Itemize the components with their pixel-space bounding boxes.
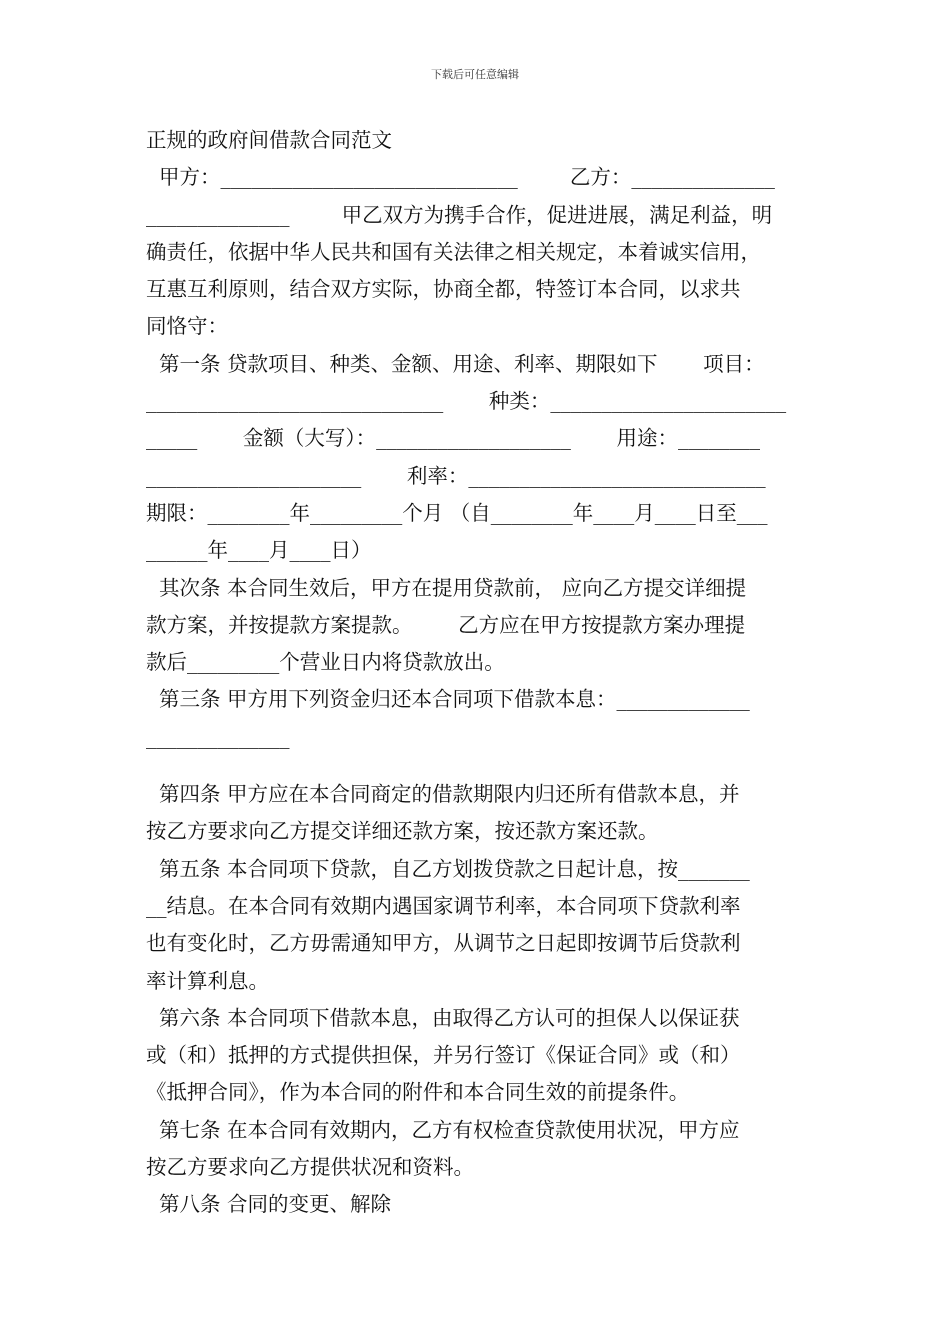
article-5-line: 也有变化时，乙方毋需通知甲方，从调节之日起即按调节后贷款利 xyxy=(146,931,741,956)
article-4-line: 按乙方要求向乙方提交详细还款方案，按还款方案还款。 xyxy=(146,819,659,844)
article-2-line: 款后_________个营业日内将贷款放出。 xyxy=(146,650,505,675)
paragraph-line: ______________ 甲乙双方为携手合作，促进进展，满足利益，明 xyxy=(146,202,773,227)
paragraph-gap xyxy=(146,756,808,776)
article-3-line: 第三条 甲方用下列资金归还本合同项下借款本息：_____________ xyxy=(146,687,750,712)
paragraph-line: 互惠互利原则，结合双方实际，协商全都，特签订本合同，以求共 xyxy=(146,277,741,302)
party-line: 甲方：_____________________________ 乙方：______________ xyxy=(146,165,775,190)
article-5-line: __结息。在本合同有效期内遇国家调节利率，本合同项下贷款利率 xyxy=(146,893,741,918)
article-6-line: 《抵押合同》，作为本合同的附件和本合同生效的前提条件。 xyxy=(146,1080,690,1105)
article-7-line: 按乙方要求向乙方提供状况和资料。 xyxy=(146,1155,474,1180)
article-2-line: 其次条 本合同生效后，甲方在提用贷款前， 应向乙方提交详细提 xyxy=(146,575,747,600)
paragraph-line: 确责任，依据中华人民共和国有关法律之相关规定，本着诚实信用， xyxy=(146,239,761,264)
article-2-line: 款方案，并按提款方案提款。 乙方应在甲方按提款方案办理提 xyxy=(146,612,746,637)
article-1-line: _____________________________ 种类：_______________________ xyxy=(146,389,787,414)
article-1-line: _____ 金额（大写）：___________________ 用途：________ xyxy=(146,426,760,451)
article-5-line: 第五条 本合同项下贷款，自乙方划拨贷款之日起计息，按_______ xyxy=(146,856,750,881)
paragraph-line: 同恪守： xyxy=(146,314,228,339)
article-1-line: ______年____月____日） xyxy=(146,538,372,563)
article-3-line: ______________ xyxy=(146,724,290,749)
contract-body xyxy=(146,122,808,1224)
article-4-line: 第四条 甲方应在本合同商定的借款期限内归还所有借款本息，并 xyxy=(146,782,740,807)
article-7-line: 第七条 在本合同有效期内，乙方有权检查贷款使用状况，甲方应 xyxy=(146,1117,740,1142)
document-title: 正规的政府间借款合同范文 xyxy=(146,128,392,152)
article-1-line: 期限：________年_________个月 （自________年____月____日至___ xyxy=(146,500,768,525)
article-6-line: 或（和）抵押的方式提供担保，并另行签订《保证合同》或（和） xyxy=(146,1043,741,1068)
article-5-line: 率计算利息。 xyxy=(146,968,269,993)
article-1-line: _____________________ 利率：_____________________________ xyxy=(146,463,766,488)
article-8-line: 第八条 合同的变更、解除 xyxy=(146,1192,392,1217)
article-1-line: 第一条 贷款项目、种类、金额、用途、利率、期限如下 项目： xyxy=(146,351,765,376)
page-header-note: 下载后可任意编辑 xyxy=(431,68,519,81)
article-6-line: 第六条 本合同项下借款本息，由取得乙方认可的担保人以保证获 xyxy=(146,1005,740,1030)
